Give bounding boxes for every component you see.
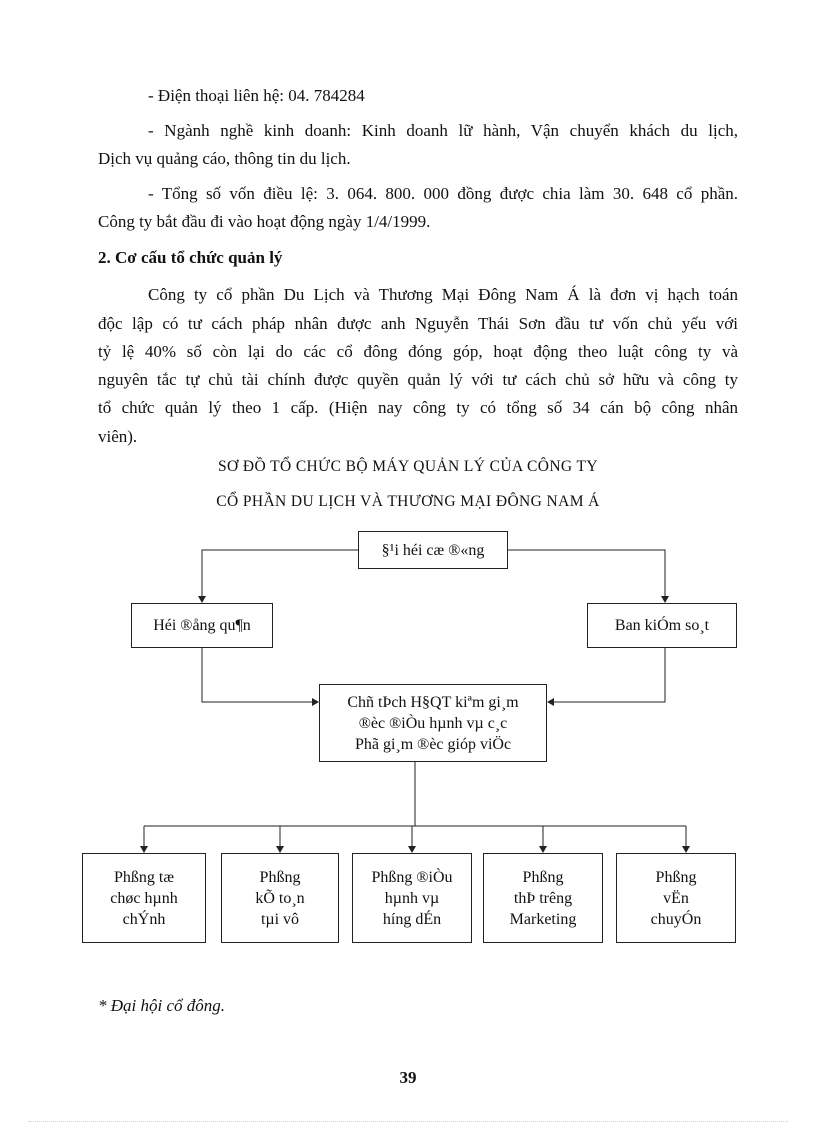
arrow-center-from-right xyxy=(547,698,554,706)
box-dept-accounting xyxy=(221,853,339,943)
arrow-right-box xyxy=(661,596,669,603)
dept-operations-line-3: híng dÉn xyxy=(382,910,442,928)
connector-right-center xyxy=(548,648,665,702)
dept-transport-line-2: vËn xyxy=(663,889,689,907)
box-chairman-line-2: ®èc ®iÒu hµnh vµ c¸c xyxy=(358,714,508,732)
box-supervisory-label: Ban kiÓm so¸t xyxy=(614,617,710,634)
dept-admin-line-3: chÝnh xyxy=(122,910,166,928)
diagram-title-2: CỔ PHẦN DU LỊCH VÀ THƯƠNG MẠI ĐÔNG NAM Á xyxy=(216,493,600,510)
dept-operations-line-2: hµnh vµ xyxy=(384,889,440,907)
arrow-dept-4 xyxy=(539,846,547,853)
dept-marketing-line-3: Marketing xyxy=(509,910,577,928)
dept-admin-line-1: Phßng tæ xyxy=(113,868,174,886)
phone-line: - Điện thoại liên hệ: 04. 784284 xyxy=(148,86,365,105)
arrow-dept-5 xyxy=(682,846,690,853)
body-line-2: độc lập có tư cách pháp nhân được anh Nguyễn Thái Sơn đầu tư vốn chủ yếu với xyxy=(98,314,738,333)
box-chairman-line-3: Phã gi¸m ®èc gióp viÖc xyxy=(354,735,512,753)
dept-accounting-line-1: Phßng xyxy=(259,868,301,886)
connector-top-left xyxy=(202,550,358,602)
box-dept-marketing xyxy=(483,853,603,943)
box-dept-admin xyxy=(82,853,206,943)
box-chairman-line-1: Chñ tÞch H§QT kiªm gi¸m xyxy=(347,693,519,711)
footnote: * Đại hội cổ đông. xyxy=(98,996,226,1015)
capital-line-1: - Tổng số vốn điều lệ: 3. 064. 800. 000 đồng được chia làm 30. 648 cổ phần. xyxy=(148,184,738,203)
connector-left-center xyxy=(202,648,318,702)
dept-transport-line-3: chuyÓn xyxy=(650,910,702,928)
capital-line-2: Công ty bắt đầu đi vào hoạt động ngày 1/4/1999. xyxy=(98,212,431,231)
dept-operations-line-1: Phßng ®iÒu xyxy=(371,868,453,886)
arrow-left-box xyxy=(198,596,206,603)
box-chairman xyxy=(319,684,547,762)
body-line-5: tổ chức quản lý theo 1 cấp. (Hiện nay công ty có tổng số 34 cán bộ công nhân xyxy=(98,398,738,417)
box-general-meeting-label: §¹i héi cæ ®«ng xyxy=(381,541,485,559)
body-line-4: nguyên tắc tự chủ tài chính được quyền quản lý với tư cách chủ sở hữu và công ty xyxy=(98,370,738,389)
arrow-dept-3 xyxy=(408,846,416,853)
arrow-center-from-left xyxy=(312,698,319,706)
dept-accounting-line-3: tµi vô xyxy=(260,910,300,928)
diagram-title-1: SƠ ĐỒ TỔ CHỨC BỘ MÁY QUẢN LÝ CỦA CÔNG TY xyxy=(218,458,598,475)
box-general-meeting xyxy=(358,531,508,569)
body-line-1: Công ty cổ phần Du Lịch và Thương Mại Đông Nam Á là đơn vị hạch toán xyxy=(148,285,738,304)
dept-marketing-line-2: thÞ trêng xyxy=(513,889,573,907)
body-line-3: tỷ lệ 40% số còn lại do các cổ đông đóng góp, hoạt động theo luật công ty và xyxy=(98,342,738,361)
box-dept-transport xyxy=(616,853,736,943)
page-bottom-rule xyxy=(28,1121,788,1122)
dept-marketing-line-1: Phßng xyxy=(522,868,564,886)
dept-admin-line-2: chøc hµnh xyxy=(110,889,178,907)
section-heading: 2. Cơ cấu tổ chức quản lý xyxy=(98,248,283,267)
box-board xyxy=(131,603,273,648)
box-dept-operations xyxy=(352,853,472,943)
dept-transport-line-1: Phßng xyxy=(655,868,697,886)
arrow-dept-2 xyxy=(276,846,284,853)
connector-top-right xyxy=(508,550,665,602)
business-line-2: Dịch vụ quảng cáo, thông tin du lịch. xyxy=(98,149,351,168)
dept-accounting-line-2: kÕ to¸n xyxy=(255,889,305,907)
page-number: 39 xyxy=(399,1068,417,1087)
box-supervisory xyxy=(587,603,737,648)
box-board-label: Héi ®ång qu¶n xyxy=(153,617,251,634)
arrow-dept-1 xyxy=(140,846,148,853)
body-line-6: viên). xyxy=(98,427,138,446)
business-line-1: - Ngành nghề kinh doanh: Kinh doanh lữ hành, Vận chuyển khách du lịch, xyxy=(148,121,738,140)
